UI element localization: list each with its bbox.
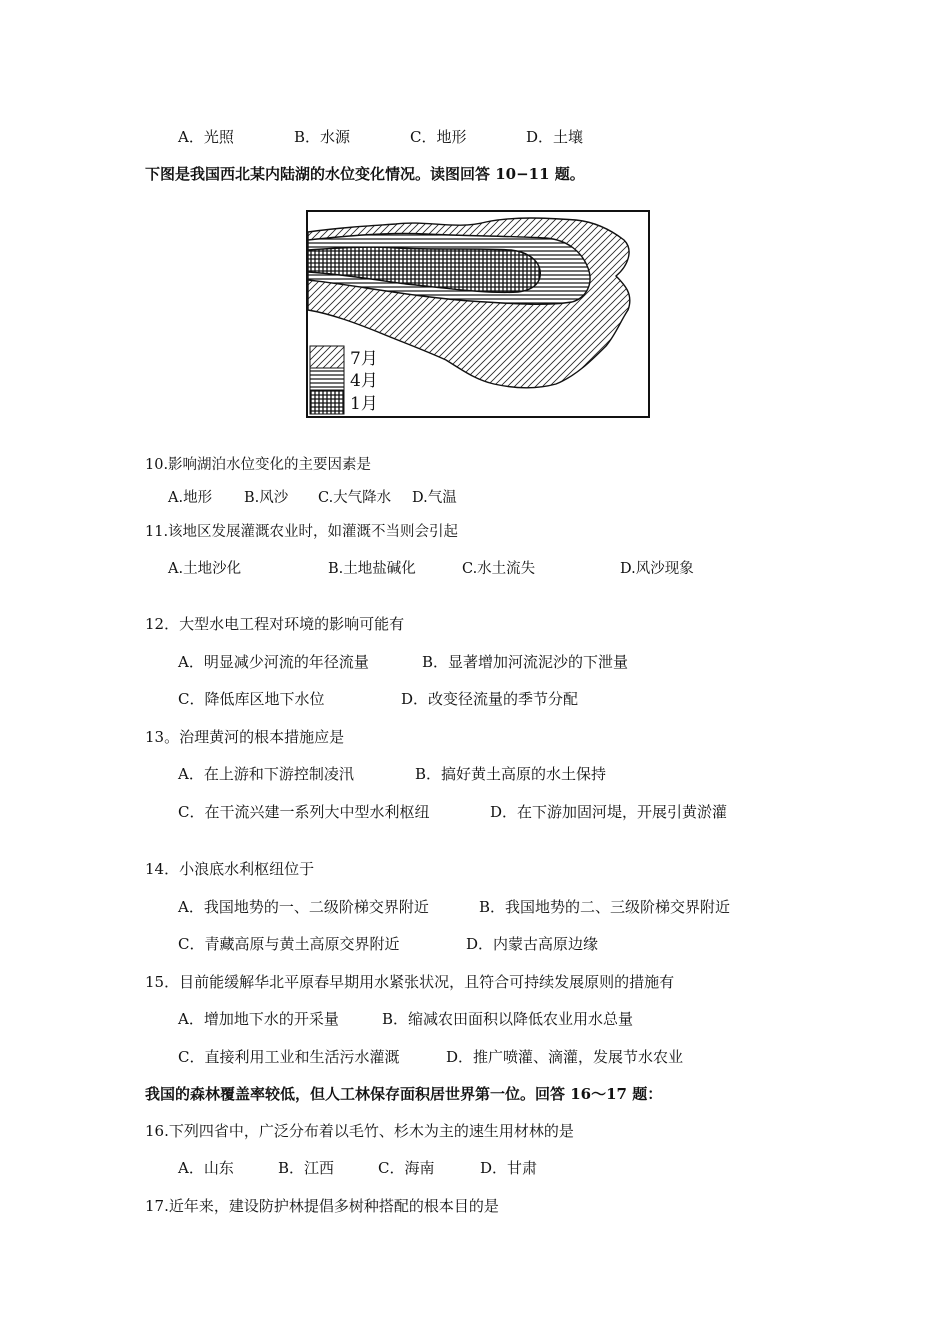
q12-option-c: C．降低库区地下水位 (178, 690, 325, 708)
q13-option-c: C．在干流兴建一系列大中型水利枢纽 (178, 803, 430, 821)
q10-option-b: B.风沙 (244, 490, 289, 506)
q13-option-a: A．在上游和下游控制凌汛 (178, 765, 354, 783)
q13-option-b: B．搞好黄土高原的水土保持 (415, 765, 607, 783)
q15-option-c: C．直接利用工业和生活污水灌溉 (178, 1048, 400, 1066)
q12-option-d: D．改变径流量的季节分配 (401, 690, 579, 708)
q14-option-b: B．我国地势的二、三级阶梯交界附近 (479, 898, 731, 916)
q15-option-b: B．缩减农田面积以降低农业用水总量 (382, 1010, 634, 1028)
q9-option-c: C．地形 (410, 128, 467, 146)
legend-swatch-april (310, 368, 344, 390)
q10-option-c: C.大气降水 (318, 490, 392, 506)
q10-option-a: A.地形 (168, 490, 213, 506)
q11-stem: 11.该地区发展灌溉农业时，如灌溉不当则会引起 (145, 524, 459, 540)
q11-option-b: B.土地盐碱化 (328, 561, 416, 577)
q11-option-d: D.风沙现象 (620, 561, 694, 577)
legend-label-july: 7月 (350, 349, 378, 369)
q14-stem: 14．小浪底水利枢纽位于 (145, 860, 315, 878)
q16-option-d: D．甘肃 (480, 1159, 538, 1177)
q10-stem: 10.影响湖泊水位变化的主要因素是 (145, 457, 372, 473)
q12-option-b: B．显著增加河流泥沙的下泄量 (422, 653, 629, 671)
legend-swatch-january (310, 390, 344, 414)
q16-option-b: B．江西 (278, 1159, 335, 1177)
q15-stem: 15．目前能缓解华北平原春早期用水紧张状况，且符合可持续发展原则的措施有 (145, 973, 675, 991)
q13-option-d: D．在下游加固河堤，开展引黄淤灌 (490, 803, 728, 821)
q16-option-a: A．山东 (178, 1159, 234, 1177)
q12-stem: 12．大型水电工程对环境的影响可能有 (145, 615, 405, 633)
q9-option-a: A．光照 (178, 128, 234, 146)
q15-option-a: A．增加地下水的开采量 (178, 1010, 339, 1028)
q10-option-d: D.气温 (412, 490, 457, 506)
q9-option-b: B．水源 (294, 128, 351, 146)
q11-option-a: A.土地沙化 (168, 561, 242, 577)
q12-option-a: A．明显减少河流的年径流量 (178, 653, 369, 671)
q14-option-a: A．我国地势的一、二级阶梯交界附近 (178, 898, 429, 916)
q14-option-c: C．青藏高原与黄土高原交界附近 (178, 935, 400, 953)
legend-label-april: 4月 (350, 371, 378, 391)
q16-option-c: C．海南 (378, 1159, 435, 1177)
lake-water-level-figure (306, 210, 650, 418)
q16-stem: 16.下列四省中，广泛分布着以毛竹、杉木为主的速生用材林的是 (145, 1122, 574, 1140)
q17-stem: 17.近年来，建设防护林提倡多树种搭配的根本目的是 (145, 1197, 499, 1215)
intro-16-17: 我国的森林覆盖率较低，但人工林保存面积居世界第一位。回答 16～17 题： (145, 1085, 663, 1103)
intro-10-11: 下图是我国西北某内陆湖的水位变化情况。读图回答 10−11 题。 (145, 165, 585, 183)
q15-option-d: D．推广喷灌、滴灌，发展节水农业 (446, 1048, 684, 1066)
q13-stem: 13。治理黄河的根本措施应是 (145, 728, 345, 746)
q14-option-d: D．内蒙古高原边缘 (466, 935, 599, 953)
legend-swatch-july (310, 346, 344, 368)
legend-label-january: 1月 (350, 394, 378, 414)
q9-option-d: D．土壤 (526, 128, 584, 146)
q11-option-c: C.水土流失 (462, 561, 536, 577)
